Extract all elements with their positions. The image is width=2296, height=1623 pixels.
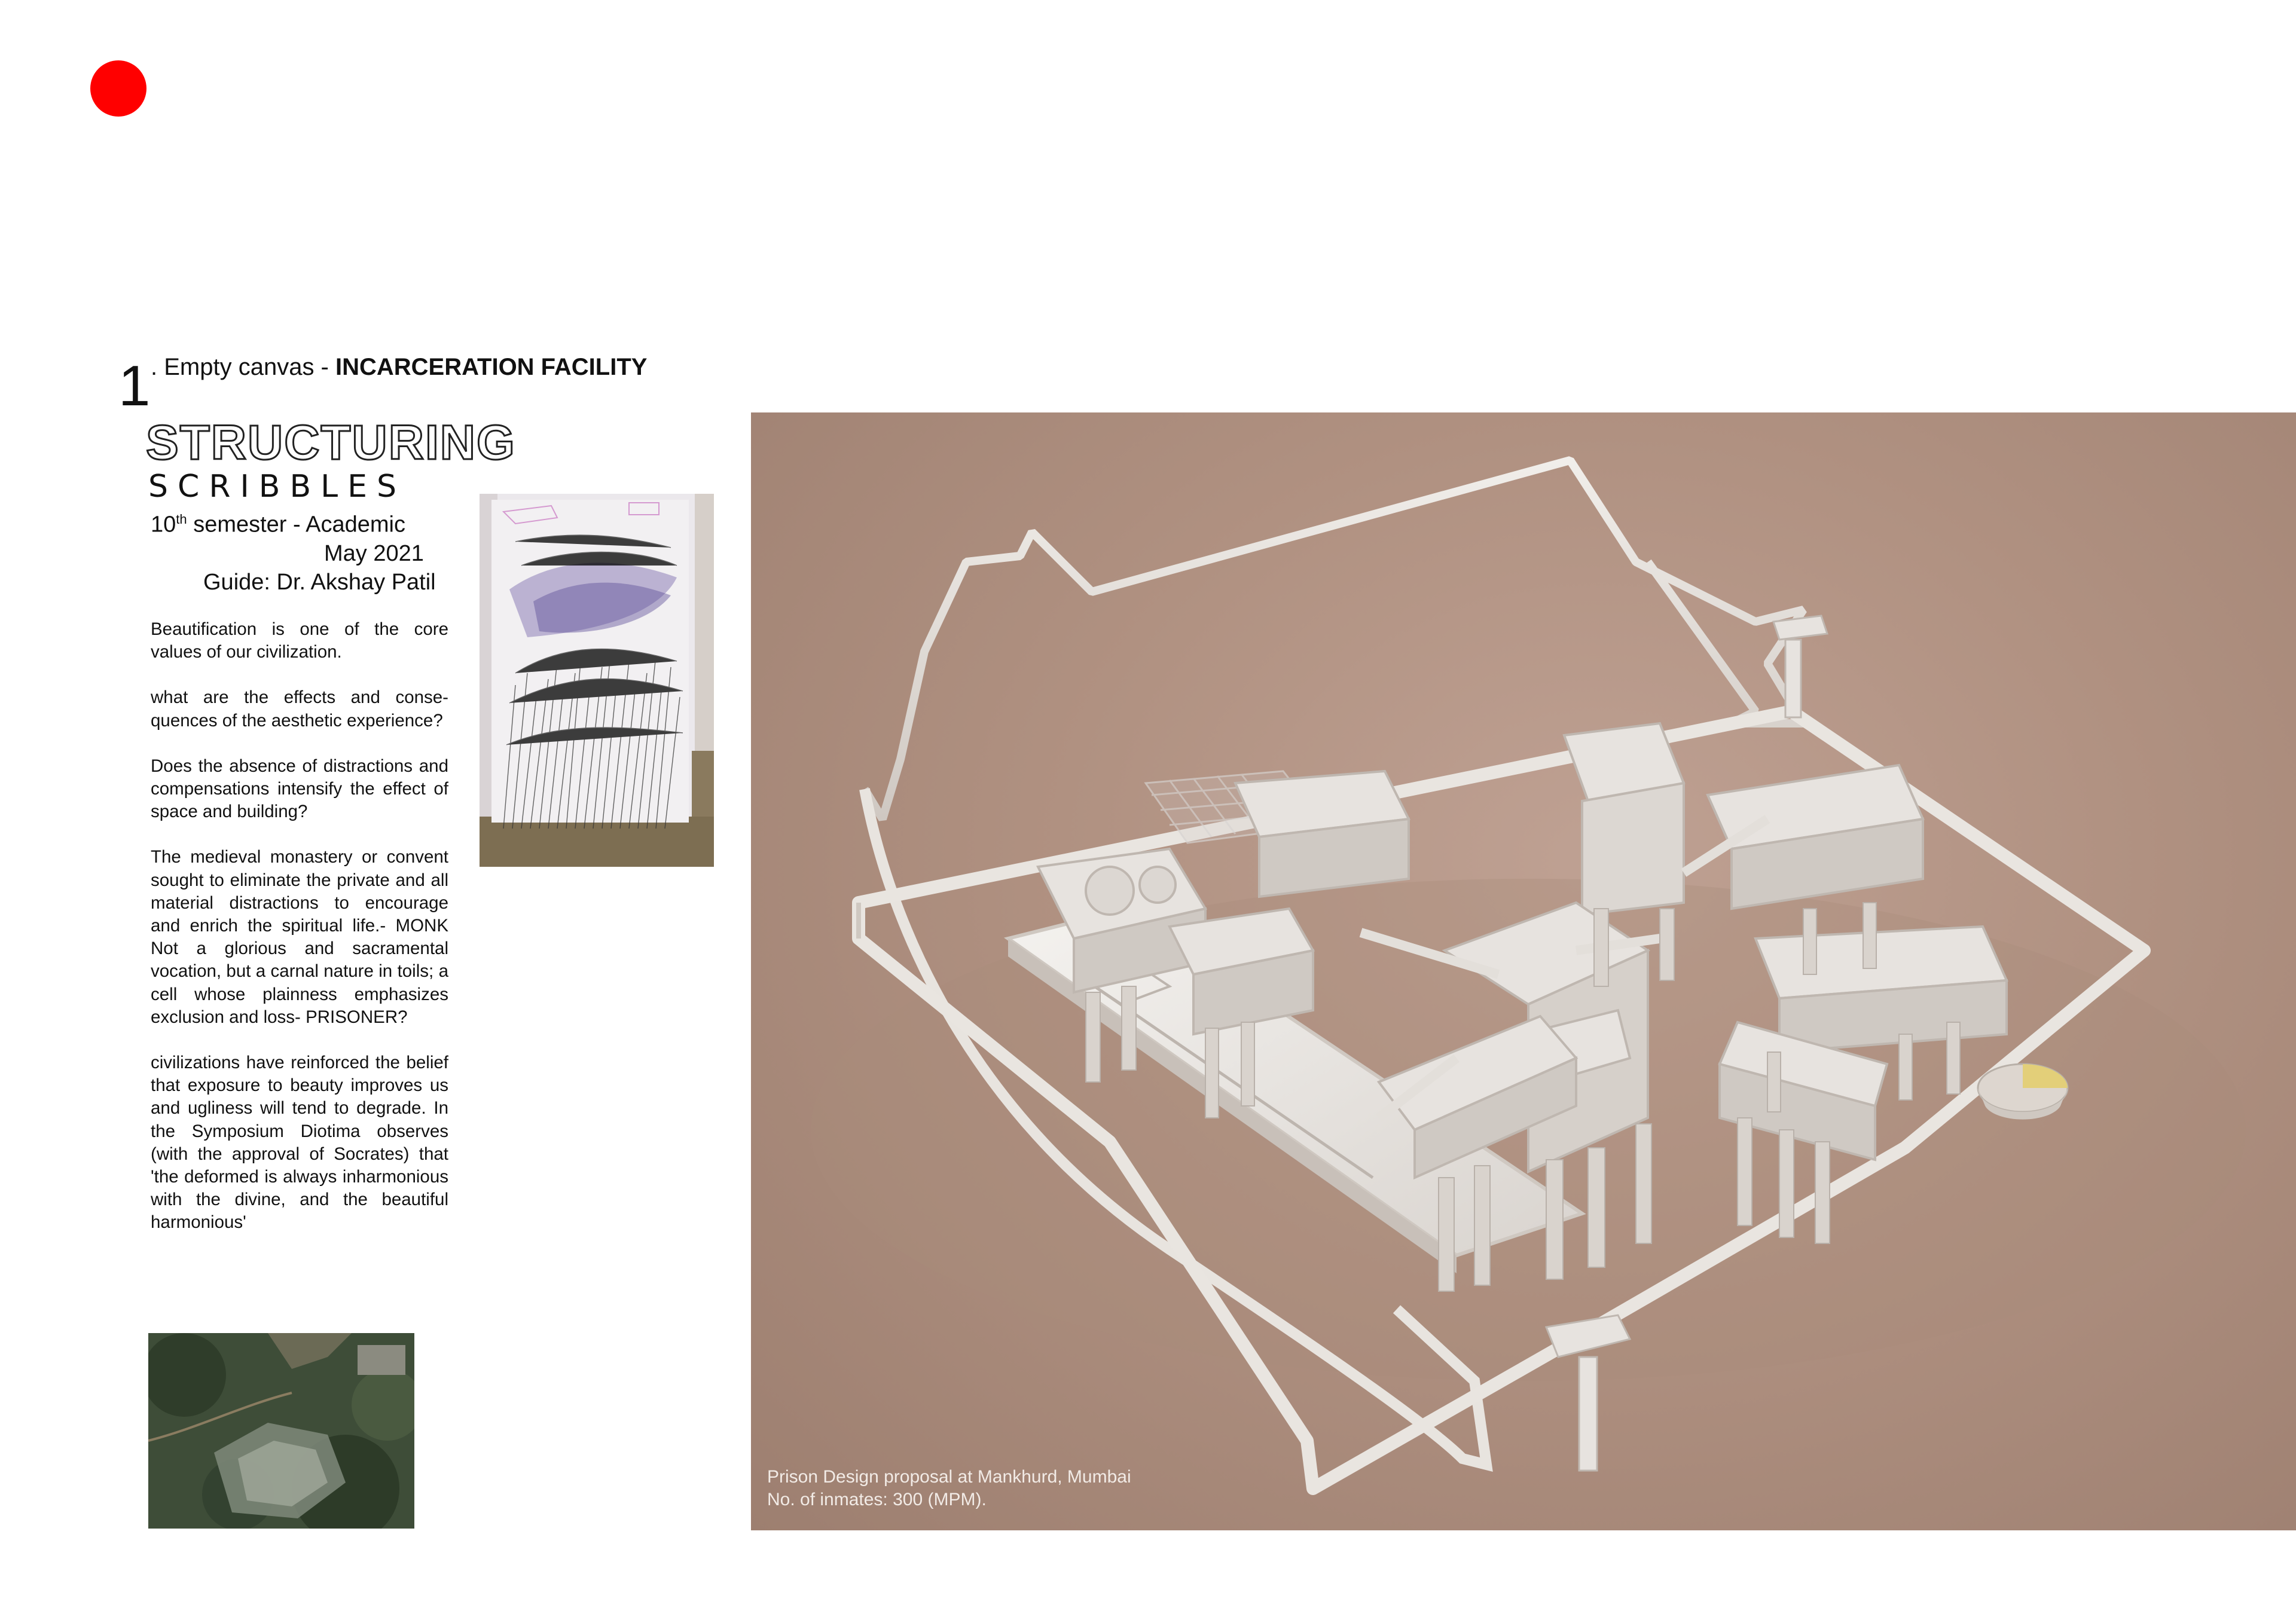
render-caption xyxy=(767,1466,1131,1511)
section-number: 1 xyxy=(118,354,151,418)
satellite-image xyxy=(148,1333,414,1529)
model-render xyxy=(751,412,2296,1530)
body-text xyxy=(151,618,448,1257)
caption-line-1: Prison Design proposal at Mankhurd, Mumbai xyxy=(767,1467,1131,1487)
paragraph-5: civilizations have reinforced the belief that exposure to beauty improves us and ugliness will tend to degrade. In the Symposium Diotima observes (with the approval of Socrates) that 'the deformed is always inharmonious with the divine, and the beautiful harmonious' xyxy=(151,1053,448,1233)
semester-number: 10 xyxy=(151,512,176,537)
red-dot-marker xyxy=(90,60,146,117)
paragraph-2: what are the effects and consequences of the aesthetic experience? xyxy=(151,687,448,730)
paragraph-1: Beautification is one of the core values of our civilization. xyxy=(151,619,448,662)
semester-text: semester - Academic xyxy=(187,512,405,537)
heading-bold: INCARCERATION FACILITY xyxy=(335,354,648,380)
satellite-map xyxy=(148,1333,414,1529)
date-line: May 2021 xyxy=(324,541,424,566)
caption-line-2: No. of inmates: 300 (MPM). xyxy=(767,1490,987,1509)
paragraph-3: Does the absence of distractions and compensations intensify the effect of space and building? xyxy=(151,756,448,822)
title-main: STRUCTURING xyxy=(146,415,516,470)
prison-model-drawing xyxy=(751,412,2296,1530)
title-sub: SCRIBBLES xyxy=(148,469,406,505)
paragraph-4: The medieval monastery or convent sought to eliminate the private and all material distractions to encourage and enrich the spiritual life.- MONK Not a glorious and sacramental vocation, but a carnal nature in toils; a cell whose plainness emphasizes exclusion and loss- PRISONER? xyxy=(151,847,448,1027)
semester-line xyxy=(151,512,405,538)
section-heading xyxy=(151,354,647,381)
semester-suffix: th xyxy=(176,512,187,527)
guide-line: Guide: Dr. Akshay Patil xyxy=(203,570,436,595)
scribble-photo xyxy=(480,494,714,867)
scribble-drawing xyxy=(480,494,714,867)
heading-prefix: . Empty canvas - xyxy=(151,354,335,380)
